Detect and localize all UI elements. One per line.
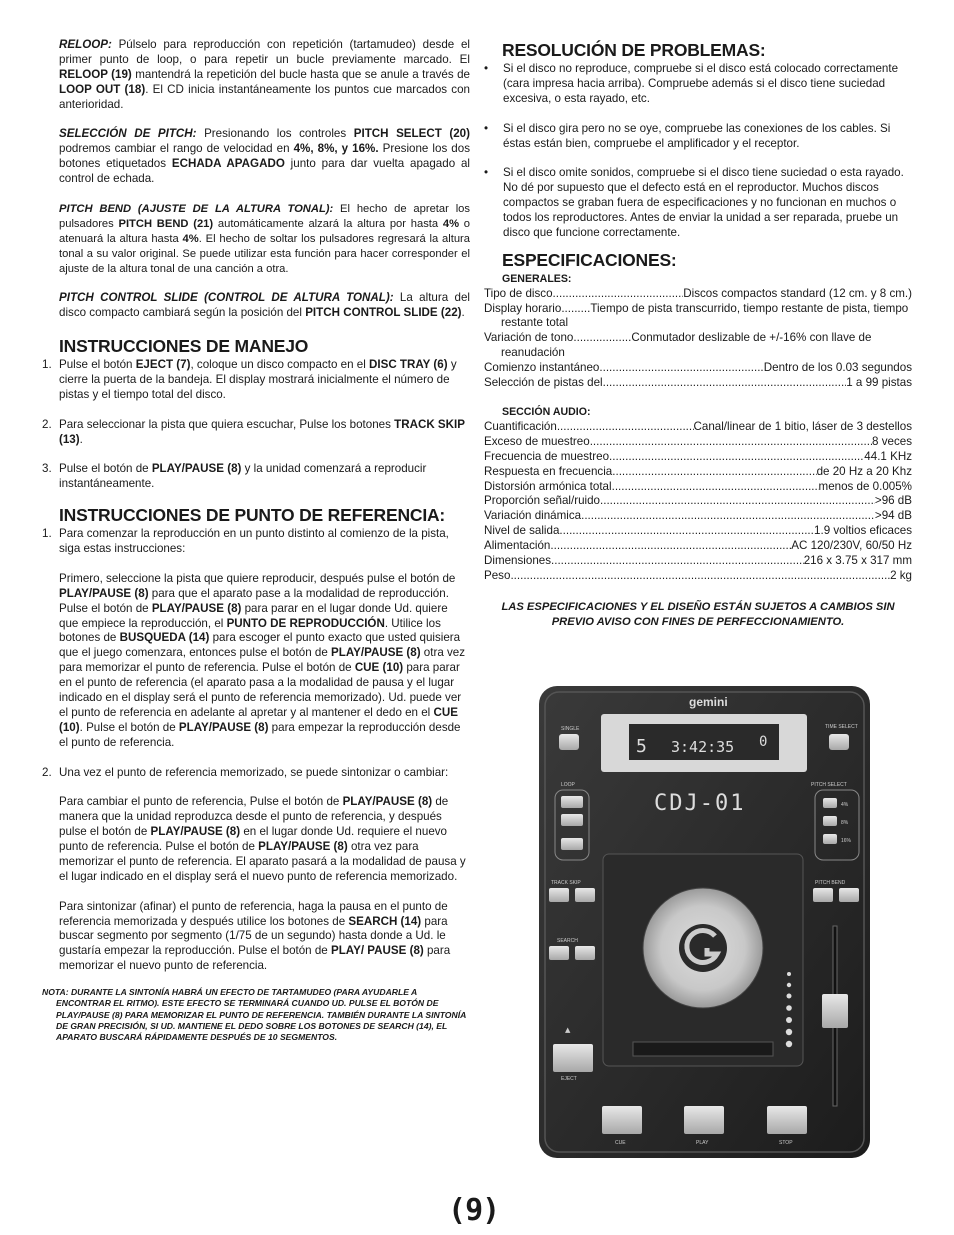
pitch-8-label: 8%	[841, 820, 849, 826]
list-item: 1. Pulse el botón EJECT (7), coloque un disco compacto en el DISC TRAY (6) y cierre la puerta de la bandeja. El display mostrará inicialmente el número de pistas y el tiempo total del disco.	[42, 358, 457, 401]
pitch-select-label: PITCH SELECT	[811, 782, 847, 788]
list-item: • Si el disco omite sonidos, compruebe si el disco tiene suciedad o esta rayado. No dé por supuesto que el defecto está en el reproductor. Muchos discos compactos se graban fuera de especificaciones y no funcionan en muchos o todos los reproductores. Antes de enviar la unidad a ser reparada, pruebe un disco que funcione correctamente.	[484, 166, 912, 241]
list-item: 1. Para comenzar la reproducción en un punto distinto al comienzo de la pista, siga estas instrucciones: Primero, seleccione la pista que quiere reproducir, después pulse el botón de PLAY/PAUSE (8) para que el aparato pase a la modalidad de reproducción. Pulse el botón de PLAY/PAUSE (8) para parar en el lugar donde Ud. quiere que empiece la reproducción, el PUNTO DE REPRODUCCIÓN. Utilice los botones de BUSQUEDA (14) para escoger el punto exacto que usted quisiera que el juego comenzara, entonces pulse el botón de PLAY/PAUSE (8) otra vez para memorizar el punto de referencia. Pulse el botón de CUE (10) para parar en el punto de referencia (el aparato pasa a la modalidad de pausa y el lugar indicado en el display será el punto de referencia memorizado). Ud. puede ver el punto de referencia en adelante al apretar y al mantener el dedo en el CUE (10). Pulse el botón de PLAY/PAUSE (8) para empezar la reproducción desde el punto de referencia.	[42, 527, 470, 751]
pitch-16-button[interactable]	[823, 834, 837, 844]
spec-row: Dimensiones ..... 216 x 3.75 x 317 mm	[484, 554, 912, 569]
time-select-button[interactable]	[829, 734, 849, 750]
track-skip-forward-button[interactable]	[575, 888, 595, 902]
pitch-bend-label: PITCH BEND	[815, 880, 846, 886]
left-column	[42, 38, 470, 1043]
time-select-label: TIME SELECT	[825, 724, 858, 730]
lcd-track: 5	[636, 736, 647, 757]
eject-label: EJECT	[561, 1076, 577, 1082]
pitch-select-paragraph: SELECCIÓN DE PITCH: Presionando los controles PITCH SELECT (20) podremos cambiar el rango de velocidad en 4%, 8%, y 16%. Presione los dos botones etiquetados ECHADA APAGADO junto para dar vuelta apagado al control de echada.	[59, 127, 471, 186]
pitch-8-button[interactable]	[823, 816, 837, 826]
pitch-4-label: 4%	[841, 802, 849, 808]
reloop-paragraph: RELOOP: Púlselo para reproducción con repetición (tartamudeo) desde el primer punto de loop, o para repetir un bucle previamente marcado. El RELOOP (19) mantendrá la repetición del bucle hasta que se anule a través de LOOP OUT (18). El CD inicia instantáneamente los puntos cue marcados con anterioridad.	[59, 38, 470, 111]
spec-row: Cuantificación ..... Canal/linear de 1 bitio, láser de 3 destellos	[484, 420, 912, 435]
play-button[interactable]	[684, 1106, 724, 1134]
audio-specs	[484, 420, 912, 584]
spec-row: Frecuencia de muestreo ..... 44.1 KHz	[484, 450, 912, 465]
stop-button[interactable]	[767, 1106, 807, 1134]
cue-button[interactable]	[602, 1106, 642, 1134]
referencia-step-2-change: Para cambiar el punto de referencia, Pulse el botón de PLAY/PAUSE (8) de manera que la unidad reproduzca desde el punto de referencia, y después pulse el botón de PLAY/PAUSE (8) en el lugar donde Ud. requiere el nuevo punto de referencia. Pulse el botón de PLAY/PAUSE (8) otra vez para memorizar el punto de referencia. El aparato pasará a la modalidad de pausa y el lugar indicado en el display será el nuevo punto de referencia memorizado.	[59, 795, 466, 883]
list-item: • Si el disco gira pero no se oye, compruebe las conexiones de los cables. Si éstas están bien, compruebe el amplificador y el receptor.	[484, 122, 912, 152]
right-column	[484, 38, 912, 630]
eject-button[interactable]	[553, 1044, 593, 1072]
pitch-16-label: 16%	[841, 838, 852, 844]
list-item: • Si el disco no reproduce, compruebe si el disco está colocado correctamente (cara impresa hacia arriba). Compruebe además si el disco tiene suciedad excesiva, o esta rayado, etc.	[484, 62, 912, 107]
lcd-index: 0	[759, 734, 768, 750]
single-button[interactable]	[559, 734, 579, 750]
pitch-slide-paragraph: PITCH CONTROL SLIDE (CONTROL DE ALTURA TONAL): La altura del disco compacto cambiará según la posición del PITCH CONTROL SLIDE (22).	[59, 291, 470, 320]
spec-row: Display horario.........Tiempo de pista transcurrido, tiempo restante de pista, tiempo restante total	[484, 301, 909, 330]
spec-row: Selección de pistas del ..... 1 a 99 pistas	[484, 376, 912, 391]
spec-row: Respuesta en frecuencia ..... de 20 Hz a 20 Khz	[484, 465, 912, 480]
list-item: 2. Para seleccionar la pista que quiera escuchar, Pulse los botones TRACK SKIP (13).	[42, 417, 465, 446]
brand-logo: gemini	[689, 695, 728, 709]
loop-out-button[interactable]	[561, 814, 583, 826]
manejo-heading: INSTRUCCIONES DE MANEJO	[59, 336, 309, 357]
spec-row: Variación de tono..................Conmutador deslizable de +/-16% con llave de reanudación	[484, 331, 872, 360]
track-skip-label: TRACK SKIP	[551, 880, 581, 886]
play-label: PLAY	[696, 1140, 709, 1146]
search-forward-button[interactable]	[575, 946, 595, 960]
search-back-button[interactable]	[549, 946, 569, 960]
spec-row: Alimentación ..... AC 120/230V, 60/50 Hz	[484, 539, 912, 554]
pitch-4-button[interactable]	[823, 798, 837, 808]
eject-icon: ▲	[565, 1026, 571, 1034]
audio-heading: SECCIÓN AUDIO:	[502, 405, 591, 418]
pitch-bend-plus-button[interactable]	[839, 888, 859, 902]
generales-heading: GENERALES:	[502, 272, 572, 285]
spec-row: Comienzo instantáneo ..... Dentro de los 0.03 segundos	[484, 361, 912, 376]
lcd-time: 3:42:35	[671, 738, 735, 756]
spec-row: Peso ..... 2 kg	[484, 569, 912, 584]
spec-row: Exceso de muestreo ..... 8 veces	[484, 435, 912, 450]
spec-row: Variación dinámica ..... >94 dB	[484, 509, 912, 524]
generales-specs	[484, 287, 912, 391]
reloop-button[interactable]	[561, 838, 583, 850]
single-label: SINGLE	[561, 726, 580, 732]
referencia-step-1-detail: Primero, seleccione la pista que quiere reproducir, después pulse el botón de PLAY/PAUSE (8) para que el aparato pase a la modalidad de reproducción. Pulse el botón de PLAY/PAUSE (8) para parar en el lugar donde Ud. quiere que empiece la reproducción, el PUNTO DE REPRODUCCIÓN. Utilice los botones de BUSQUEDA (14) para escoger el punto exacto que usted quisiera que el juego comenzara, entonces pulse el botón de PLAY/PAUSE (8) otra vez para memorizar el punto de referencia. Pulse el botón de CUE (10) para parar en el punto de referencia (el aparato pasa a la modalidad de pausa y el lugar indicado en el display será el punto de referencia memorizado). Ud. puede ver el punto de referencia en adelante al apretar y al mantener el dedo en el CUE (10). Pulse el botón de PLAY/PAUSE (8) para empezar la reproducción desde el punto de referencia.	[59, 571, 466, 749]
loop-in-button[interactable]	[561, 796, 583, 808]
spec-row: Distorsión armónica total ..... menos de 0.005%	[484, 480, 912, 495]
model-label: CDJ-01	[654, 791, 746, 816]
nota-text: NOTA: DURANTE LA SINTONÍA HABRÁ UN EFECTO DE TARTAMUDEO (PARA AYUDARLE A ENCONTRAR EL RITMO). ESTE EFECTO SE TERMINARÁ CUANDO UD. PULSE EL BOTÓN DE PLAY/PAUSE (8) PARA MEMORIZAR EL PUNTO DE REFERENCIA. TAMBIÉN DURANTE LA SINTONÍA DE GRAN PRECISIÓN, SI UD. MANTIENE EL DEDO SOBRE LOS BOTONES DE SEARCH (14), EL APARATO BUSCARÁ RÁPIDAMENTE DESPUÉS DE 10 SEGMENTOS.	[42, 987, 466, 1042]
disclaimer: LAS ESPECIFICACIONES Y EL DISEÑO ESTÁN SUJETOS A CAMBIOS SIN PREVIO AVISO CON FINES DE PERFECCIONAMIENTO.	[501, 600, 895, 628]
problemas-heading: RESOLUCIÓN DE PROBLEMAS:	[502, 40, 766, 60]
manejo-list	[42, 358, 470, 492]
list-item: 2. Una vez el punto de referencia memorizado, se puede sintonizar o cambiar: Para cambiar el punto de referencia, Pulse el botón de PLAY/PAUSE (8) de manera que la unidad reproduzca desde el punto de referencia, y después pulse el botón de PLAY/PAUSE (8) en el lugar donde Ud. requiere el nuevo punto de referencia. Pulse el botón de PLAY/PAUSE (8) otra vez para memorizar el punto de referencia. El aparato pasará a la modalidad de pausa y el lugar indicado en el display será el nuevo punto de referencia memorizado. Para sintonizar (afinar) el punto de referencia, haga la pausa en el punto de referencia memorizada y después utilice los botones de SEARCH (14) para buscar segmento por segmento (1/75 de un segundo) hasta donde a Ud. le gustaría empezar la reproducción. Pulse el botón de PLAY/ PAUSE (8) para memorizar el nuevo punto de referencia.	[42, 766, 470, 975]
list-item: 3. Pulse el botón de PLAY/PAUSE (8) y la unidad comenzará a reproducir instantáneamente.	[42, 462, 427, 491]
spec-row: Proporción señal/ruido ..... >96 dB	[484, 494, 912, 509]
tray-slot	[633, 1042, 773, 1056]
referencia-step-2-tune: Para sintonizar (afinar) el punto de referencia, haga la pausa en el punto de referencia memorizada y después utilice los botones de SEARCH (14) para buscar segmento por segmento (1/75 de un segundo) hasta donde a Ud. le gustaría empezar la reproducción. Pulse el botón de PLAY/ PAUSE (8) para memorizar el nuevo punto de referencia.	[59, 899, 451, 973]
loop-label: LOOP	[561, 782, 575, 788]
pitch-bend-paragraph: PITCH BEND (AJUSTE DE LA ALTURA TONAL): El hecho de apretar los pulsadores PITCH BEND (21) automáticamente alzará la altura por hasta 4% o atenuará la altura hasta 4%. El hecho de soltar los pulsadores regresará la altura tonal a su valor original. Se puede utilizar esta función para hacer corresponder el ajuste de la altura tonal de una canción a otra.	[59, 202, 471, 275]
spec-row: Tipo de disco ..... Discos compactos standard (12 cm. y 8 cm.)	[484, 287, 912, 302]
cd-player-illustration	[539, 686, 870, 1158]
page-number: (9)	[448, 1193, 500, 1228]
referencia-heading: INSTRUCCIONES DE PUNTO DE REFERENCIA:	[59, 505, 446, 526]
referencia-list	[42, 527, 470, 974]
track-skip-back-button[interactable]	[549, 888, 569, 902]
problemas-list	[484, 62, 912, 241]
pitch-slider-handle[interactable]	[822, 994, 848, 1028]
pitch-bend-minus-button[interactable]	[813, 888, 833, 902]
especificaciones-heading: ESPECIFICACIONES:	[502, 249, 677, 270]
spec-row: Nivel de salida ..... 1.9 voltios eficaces	[484, 524, 912, 539]
stop-label: STOP	[779, 1140, 793, 1146]
search-label: SEARCH	[557, 938, 578, 944]
cue-label: CUE	[615, 1140, 626, 1146]
